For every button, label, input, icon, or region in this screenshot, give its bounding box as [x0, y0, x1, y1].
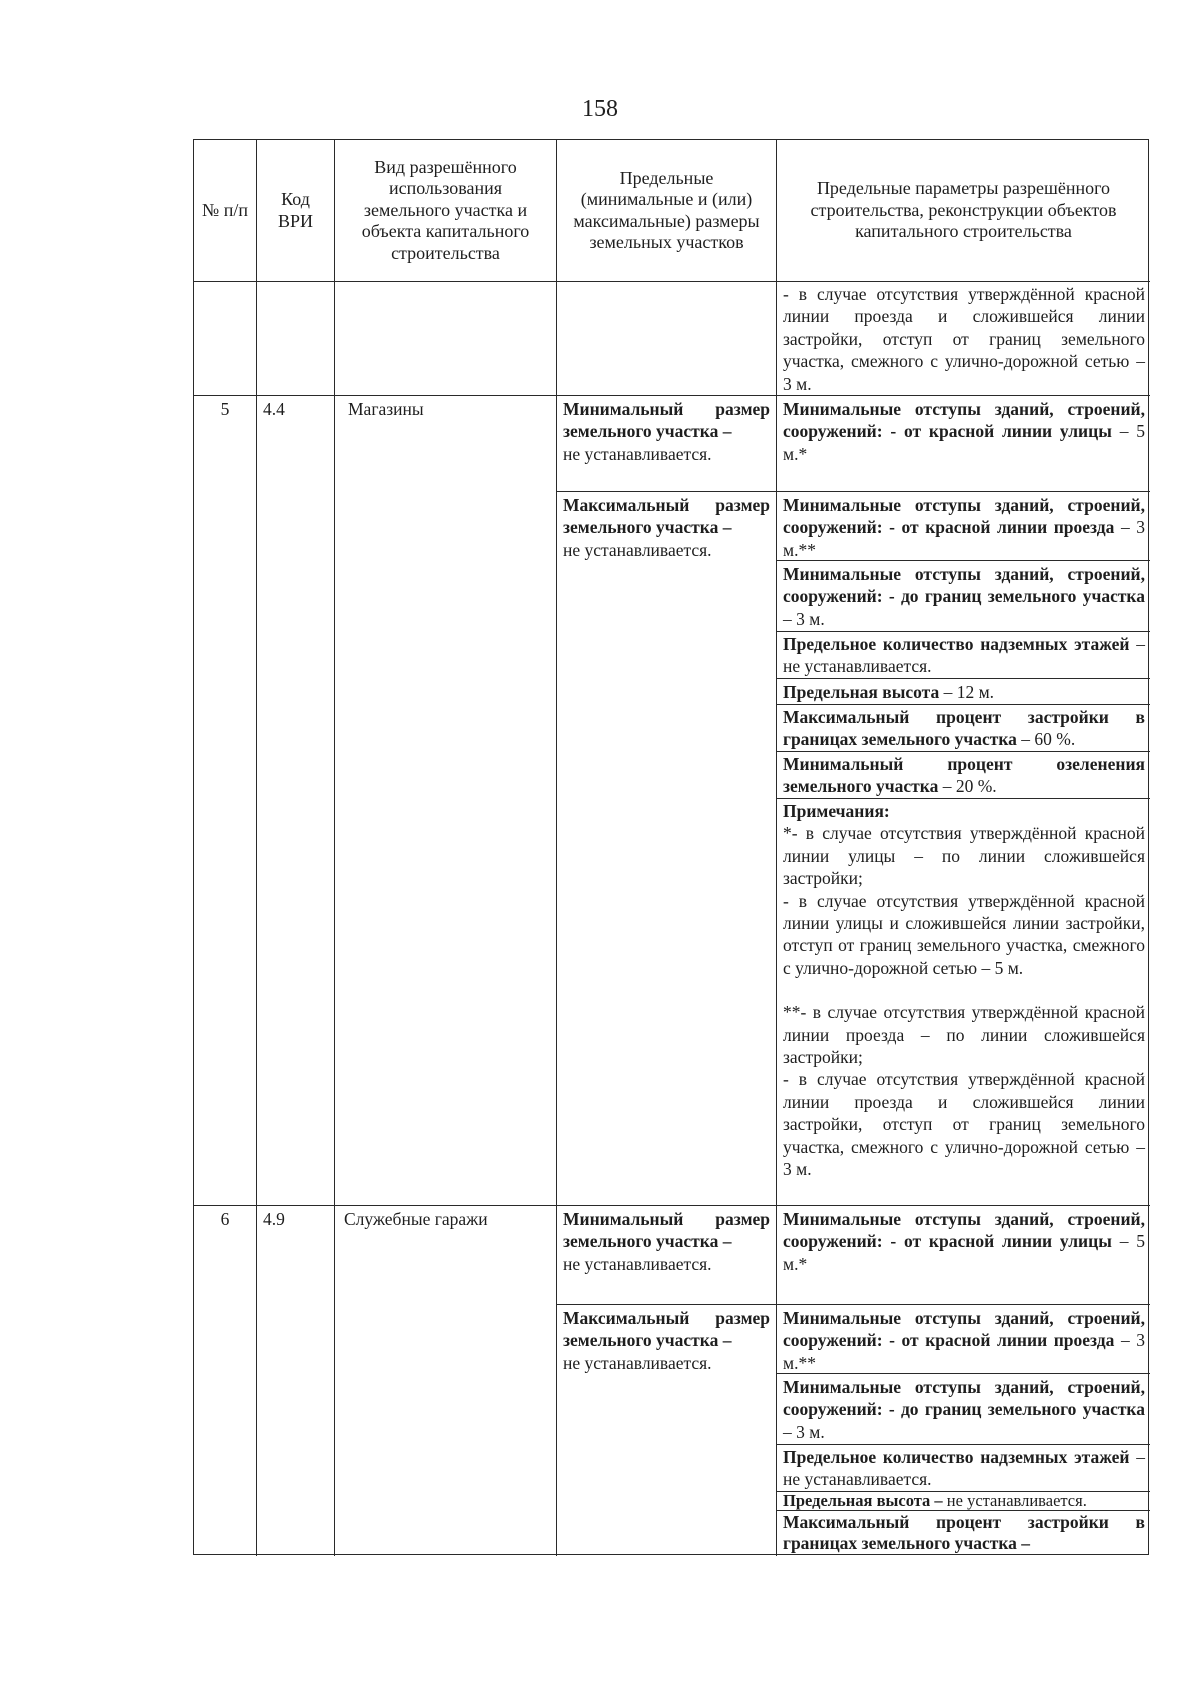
row5-max-size-label: Максимальный размер земельного участка – [563, 495, 770, 538]
row5-param-6-value: – 60 %. [1016, 729, 1076, 750]
header-sizes [557, 140, 776, 281]
row5-note-3: **- в случае отсутствия утверждённой красной линии проезда – по линии сложившейся застройки; [783, 1002, 1145, 1068]
row6-param-line [776, 1510, 1150, 1511]
header-use-text: Вид разрешённого использования земельного участка и объекта капитального строительства [361, 156, 530, 263]
row5-top-line [194, 395, 1150, 396]
row5-max-size-value: не устанавливается. [563, 539, 712, 560]
row6-param-2-label: Минимальные отступы зданий, строений, сооружений: - от красной линии проезда [783, 1308, 1145, 1351]
regulations-table [193, 139, 1149, 1555]
row6-param-2-value: – 3 м.** [783, 1330, 1146, 1373]
row5-param-1 [783, 398, 1145, 465]
row5-param-3 [783, 563, 1145, 630]
row5-notes-title: Примечания: [783, 801, 890, 821]
row5-param-4-value: – не устанавливается. [783, 634, 1146, 677]
header-code-text: Код ВРИ [277, 189, 313, 231]
carry-over-text: - в случае отсутствия утверждённой красной линии проезда и сложившейся линии застройки, отступ от границ земельного участка, смежного с улично-дорожной сетью – 3 м. [783, 284, 1145, 394]
row5-param-2-label: Минимальные отступы зданий, строений, сооружений: - от красной линии проезда [783, 495, 1145, 538]
row6-param-3 [783, 1376, 1145, 1443]
row5-note-2: - в случае отсутствия утверждённой красной линии улицы и сложившейся линии застройки, отступ от границ земельного участка, смежного с улично-дорожной сетью – 5 м. [783, 890, 1145, 978]
row6-min-size-value: не устанавливается. [563, 1253, 712, 1274]
row5-notes [783, 800, 1145, 1181]
row6-param-4-label: Предельное количество надземных этажей [783, 1447, 1130, 1467]
row6-param-5-label: Предельная высота – [783, 1491, 943, 1510]
col-divider-2 [334, 140, 335, 1556]
header-params [777, 140, 1150, 281]
row5-param-2 [783, 494, 1145, 561]
row6-min-size-label: Минимальный размер земельного участка – [563, 1209, 770, 1252]
row6-max-size-value: не устанавливается. [563, 1352, 712, 1373]
row5-param-3-label: Минимальные отступы зданий, строений, сооружений: - до границ земельного участка [783, 564, 1145, 607]
col-divider-3 [556, 140, 557, 1556]
header-sizes-text: Предельные (минимальные и (или) максимальные) размеры земельных участков [573, 167, 760, 252]
row5-param-line [776, 798, 1150, 799]
row5-param-4 [783, 633, 1145, 678]
row6-max-size [563, 1307, 770, 1374]
row5-param-5-value: – 12 м. [939, 682, 995, 702]
row6-param-3-label: Минимальные отступы зданий, строений, сооружений: - до границ земельного участка [783, 1377, 1145, 1420]
row5-note-4: - в случае отсутствия утверждённой красной линии проезда и сложившейся линии застройки, отступ от границ земельного участка, смежного с улично-дорожной сетью – 3 м. [783, 1069, 1145, 1180]
row5-param-2-value: – 3 м.** [783, 517, 1146, 560]
row5-param-7 [783, 753, 1145, 798]
row5-param-1-value: – 5 м.* [783, 421, 1145, 464]
row5-param-4-label: Предельное количество надземных этажей [783, 634, 1130, 654]
row6-size-split [556, 1304, 1150, 1305]
header-bottom-line [194, 281, 1150, 282]
row5-param-1-label: Минимальные отступы зданий, строений, сооружений: - от красной линии улицы [783, 399, 1145, 442]
row5-param-7-label: Минимальный процент озеленения земельного участка [783, 754, 1145, 797]
row6-code: 4.9 [263, 1209, 285, 1229]
row5-param-line [776, 678, 1150, 679]
row5-min-size [563, 398, 770, 465]
row5-size-split [556, 491, 1150, 492]
row5-param-3-value: – 3 м. [783, 608, 825, 629]
row5-param-line [776, 631, 1150, 632]
row6-param-5 [783, 1492, 1145, 1510]
row6-param-2 [783, 1307, 1145, 1374]
row5-num: 5 [220, 399, 230, 419]
header-use [335, 140, 556, 281]
col-divider-1 [256, 140, 257, 1556]
header-code [257, 140, 334, 281]
row6-param-4-value: – не устанавливается. [783, 1447, 1146, 1490]
header-params-text: Предельные параметры разрешённого строительства, реконструкции объектов капитального строительства [810, 178, 1117, 242]
row6-param-4 [783, 1446, 1145, 1491]
row6-max-size-label: Максимальный размер земельного участка – [563, 1308, 770, 1351]
row6-min-size [563, 1208, 770, 1275]
header-num-text: № п/п [202, 199, 248, 220]
row5-note-1: *- в случае отсутствия утверждённой красной линии улицы – по линии сложившейся застройки; [783, 823, 1145, 889]
col-divider-4 [776, 140, 777, 1556]
row6-use: Служебные гаражи [344, 1209, 488, 1229]
row5-param-6-label: Максимальный процент застройки в границах земельного участка [783, 707, 1145, 750]
row5-param-7-value: – 20 %. [938, 776, 997, 797]
row5-param-6 [783, 706, 1145, 751]
row5-max-size [563, 494, 770, 561]
row5-param-5-label: Предельная высота [783, 682, 940, 702]
row5-param-line [776, 704, 1150, 705]
row6-param-6 [783, 1512, 1145, 1553]
row5-param-line [776, 751, 1150, 752]
row6-top-line [194, 1205, 1150, 1206]
row6-param-1-value: – 5 м.* [783, 1231, 1145, 1274]
row6-param-3-value: – 3 м. [783, 1421, 825, 1442]
row5-code: 4.4 [263, 399, 285, 419]
row5-use: Магазины [348, 399, 424, 419]
header-num [194, 140, 256, 281]
row6-param-6-label: Максимальный процент застройки в границах земельного участка – [783, 1512, 1145, 1553]
row5-min-size-label: Минимальный размер земельного участка – [563, 399, 770, 442]
page-number: 158 [582, 96, 618, 122]
row5-param-5 [783, 681, 1145, 703]
row6-param-5-value: не устанавливается. [946, 1491, 1087, 1510]
row6-param-1-label: Минимальные отступы зданий, строений, сооружений: - от красной линии улицы [783, 1209, 1145, 1252]
row5-min-size-value: не устанавливается. [563, 443, 712, 464]
row6-param-1 [783, 1208, 1145, 1275]
row6-num: 6 [220, 1209, 230, 1229]
row6-param-line [776, 1444, 1150, 1445]
